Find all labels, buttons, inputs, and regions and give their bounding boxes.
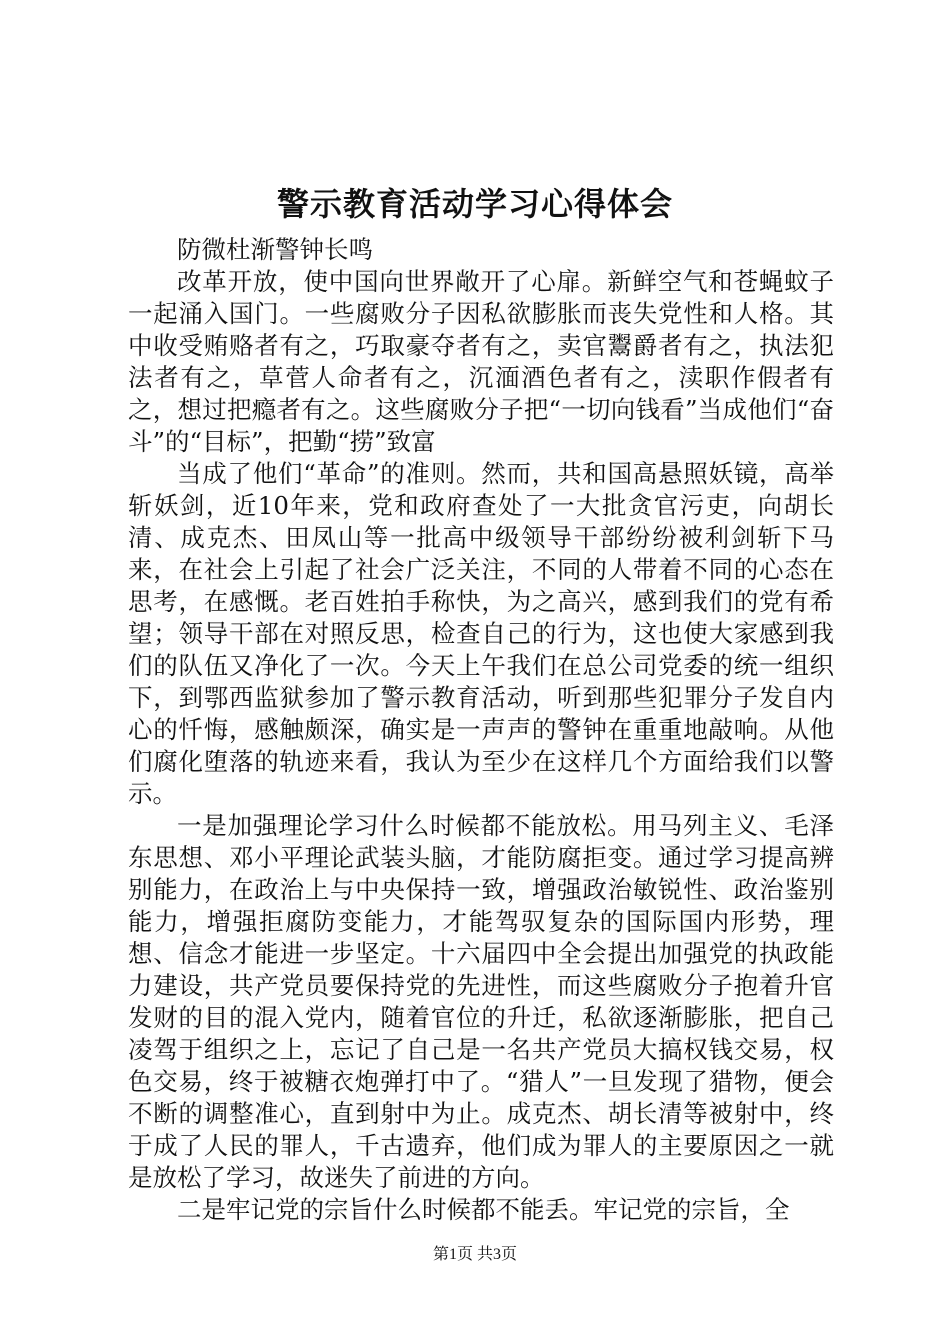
document-body <box>128 234 834 1226</box>
subtitle-paragraph: 防微杜渐警钟长鸣 <box>177 235 373 264</box>
document-title: 警示教育活动学习心得体会 <box>276 185 673 223</box>
body-paragraph: 二是牢记党的宗旨什么时候都不能丢。牢记党的宗旨，全 <box>177 1195 790 1224</box>
body-paragraph: 一是加强理论学习什么时候都不能放松。用马列主义、毛泽东思想、邓小平理论武装头脑，才能防腐拒变。通过学习提高辨别能力，在政治上与中央保持一致，增强政治敏锐性、政治鉴别能力，增强拒腐防变能力，才能驾驭复杂的国际国内形势，理想、信念才能进一步坚定。十六届四中全会提出加强党的执政能力建设，共产党员要保持党的先进性，而这些腐败分子抱着升官发财的目的混入党内，随着官位的升迁，私欲逐渐膨胀，把自己凌驾于组织之上，忘记了自己是一名共产党员大搞权钱交易，权色交易，终于被糖衣炮弹打中了。“猎人”一旦发现了猎物，便会不断的调整准心，直到射中为止。成克杰、胡长清等被射中，终于成了人民的罪人，千古遗弃，他们成为罪人的主要原因之一就是放松了学习，故迷失了前进的方向。 <box>128 811 834 1192</box>
body-paragraph: 当成了他们“革命”的准则。然而，共和国高悬照妖镜，高举斩妖剑，近10年来，党和政府查处了一大批贪官污吏，向胡长清、成克杰、田凤山等一批高中级领导干部纷纷被利剑斩下马来，在社会上引起了社会广泛关注，不同的人带着不同的心态在思考，在感慨。老百姓拍手称快，为之高兴，感到我们的党有希望；领导干部在对照反思，检查自己的行为，这也使大家感到我们的队伍又净化了一次。今天上午我们在总公司党委的统一组织下，到鄂西监狱参加了警示教育活动，听到那些犯罪分子发自内心的忏悔，感触颇深，确实是一声声的警钟在重重地敲响。从他们腐化堕落的轨迹来看，我认为至少在这样几个方面给我们以警示。 <box>128 459 834 808</box>
body-paragraph: 改革开放，使中国向世界敞开了心扉。新鲜空气和苍蝇蚊子一起涌入国门。一些腐败分子因私欲膨胀而丧失党性和人格。其中收受贿赂者有之，巧取豪夺者有之，卖官鬻爵者有之，执法犯法者有之，草菅人命者有之，沉湎酒色者有之，渎职作假者有之，想过把瘾者有之。这些腐败分子把“一切向钱看”当成他们“奋斗”的“目标”，把勤“捞”致富 <box>128 267 834 456</box>
page-number-footer: 第1页 共3页 <box>432 1246 517 1263</box>
